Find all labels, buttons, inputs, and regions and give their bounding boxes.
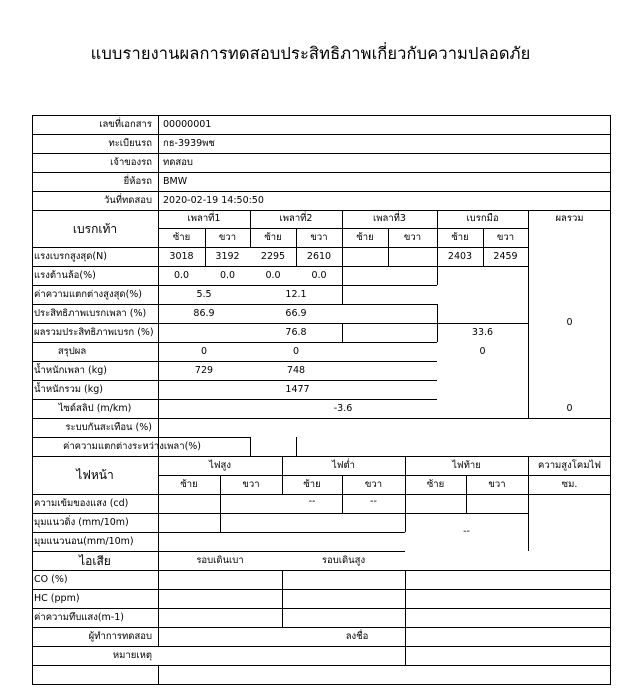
max-diff-a1: 5.5 [196,288,212,300]
doc-no-value: 00000001 [163,118,212,130]
signature-label: ลงชื่อ [345,630,369,642]
total-weight-label: น้ำหนักรวม (kg) [34,383,104,395]
axle2-right-heading: ขวา [310,231,328,243]
axle3-heading: เพลาที่3 [373,213,406,224]
hc-label: HC (ppm) [34,592,80,604]
report-title: แบบรายงานผลการทดสอบประสิทธิภาพเกี่ยวกับความปลอดภัย [90,44,531,63]
axle-weight-a1: 729 [194,364,214,376]
brake-total-value: 0 [566,316,573,328]
total-weight-value: 1477 [285,383,310,395]
vertical-angle-label: มุมแนวดิ่ง (mm/10m) [34,516,129,528]
axle-eff-a1: 86.9 [193,307,215,319]
result-label: สรุปผล [57,345,87,357]
horizontal-angle-label: มุมแนวนอน(mm/10m) [34,535,134,547]
tail-light-heading: ไฟท้าย [452,459,481,471]
owner-label: เจ้าของรถ [110,156,152,168]
headlight-heading: ไฟหน้า [76,468,114,482]
tail-light-value: -- [463,526,470,537]
remark-label: หมายเหตุ [112,649,152,661]
axle1-heading: เพลาที่1 [187,213,221,224]
high-left-heading: ซ้าย [180,478,198,490]
side-slip-value: -3.6 [333,402,353,414]
result-hb: 0 [479,345,486,357]
axle-eff-a2: 66.9 [285,307,307,319]
axle-weight-label: น้ำหนักเพลา (kg) [34,364,107,376]
axle1-right-heading: ขวา [218,231,237,243]
lamp-height-heading: ความสูงโคมไฟ [538,459,601,471]
max-force-a2-left: 2295 [260,250,286,262]
low-left-heading: ซ้าย [303,478,321,490]
idle-heading: รอบเดินเบา [196,554,244,566]
suspension-label: ระบบกันสะเทือน (%) [65,421,152,433]
axle3-right-heading: ขวา [403,231,422,243]
side-slip-label: ไซด์สลิป (m/km) [58,402,132,414]
owner-value: ทดสอบ [163,156,193,168]
plate-value: กธ-3939พช [163,137,215,149]
handbrake-heading: เบรกมือ [466,213,499,224]
wheel-resist-a1-right: 0.0 [219,269,236,281]
axle2-left-heading: ซ้าย [264,231,282,243]
low-beam-heading: ไฟต่ำ [331,459,355,471]
high-beam-heading: ไฟสูง [209,459,231,471]
max-force-hb-left: 2403 [447,250,473,262]
foot-brake-heading: เบรกเท้า [72,221,118,236]
low-right-heading: ขวา [364,478,383,490]
brand-label: ยี่ห้อรถ [123,175,152,187]
total-eff-value: 76.8 [285,326,307,338]
max-force-a1-left: 3018 [169,250,194,262]
result-a1: 0 [200,345,208,357]
intensity-low-left: -- [308,496,316,507]
date-label: วันที่ทดสอบ [103,194,152,206]
tail-left-heading: ซ้าย [426,478,445,490]
tail-right-heading: ขวา [488,478,506,490]
handbrake-eff-value: 33.6 [471,326,494,338]
axle-eff-label: ประสิทธิภาพเบรกเพลา (%) [34,307,147,319]
max-force-hb-right: 2459 [493,250,518,262]
result-a2: 0 [292,345,300,357]
lamp-height-unit: ซม. [561,478,578,490]
handbrake-right-heading: ขวา [496,231,515,243]
high-right-heading: ขวา [242,478,260,490]
intensity-label: ความเข้มของแสง (cd) [34,497,129,509]
axle-weight-a2: 748 [286,364,306,376]
total-heading: ผลรวม [555,213,584,224]
max-diff-a2: 12.1 [285,288,307,300]
date-value: 2020-02-19 14:50:50 [163,194,264,206]
wheel-resist-a2-left: 0.0 [265,269,281,281]
side-slip-total: 0 [566,402,573,414]
max-diff-label: ค่าความแตกต่างสูงสุด(%) [34,288,143,300]
report-table [32,115,611,685]
max-force-a2-right: 2610 [306,250,332,262]
max-force-label: แรงเบรกสูงสุด(N) [34,250,107,262]
max-force-a1-right: 3192 [215,250,240,262]
wheel-resist-a2-right: 0.0 [311,269,327,281]
plate-label: ทะเบียนรถ [108,137,152,149]
axle3-left-heading: ซ้าย [356,231,374,243]
intensity-low-right: -- [370,496,377,507]
doc-no-label: เลขที่เอกสาร [99,118,152,130]
wheel-resist-label: แรงต้านล้อ(%) [34,269,96,281]
co-label: CO (%) [34,573,68,585]
axle2-heading: เพลาที่2 [279,213,313,224]
axle1-left-heading: ซ้าย [172,231,191,243]
exhaust-heading: ไอเสีย [79,553,111,568]
handbrake-left-heading: ซ้าย [451,231,469,243]
wheel-resist-a1-left: 0.0 [173,269,190,281]
brand-value: BMW [163,175,188,187]
suspension-diff-label: ค่าความแตกต่างระหว่างเพลา(%) [62,440,202,452]
high-rpm-heading: รอบเดินสูง [321,554,366,566]
tester-label: ผู้ทำการทดสอบ [88,630,152,642]
opacity-label: ค่าความทึบแสง(m-1) [34,611,124,623]
total-eff-label: ผลรวมประสิทธิภาพเบรก (%) [34,326,154,338]
